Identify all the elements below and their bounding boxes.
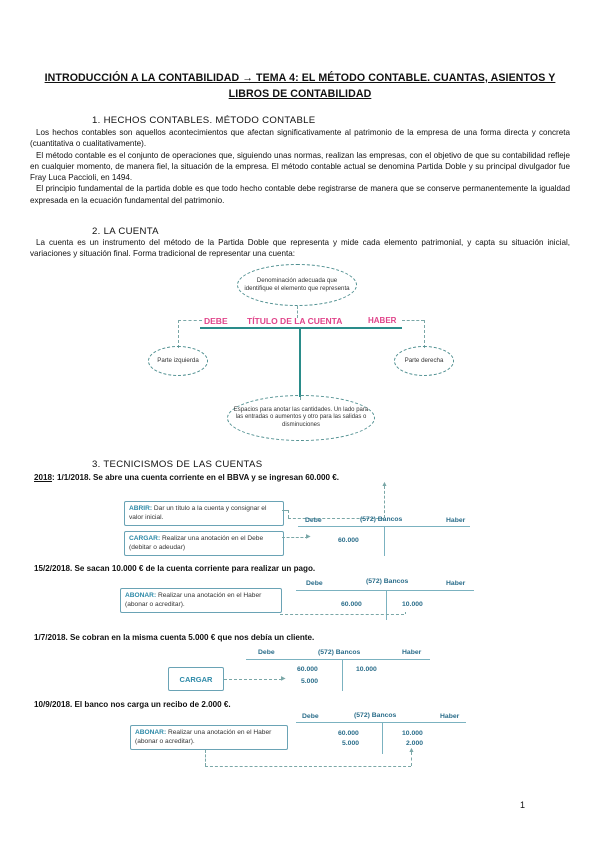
cargar-box: CARGAR: Realizar una anotación en el Debe (debitar o adeudar) (124, 531, 284, 556)
debe-label: DEBE (204, 316, 228, 326)
debe-header: Debe (306, 580, 323, 587)
abrir-box: ABRIR: Dar un título a la cuenta y consignar el valor inicial. (124, 501, 284, 526)
section-1-heading: 1. HECHOS CONTABLES. MÉTODO CONTABLE (92, 115, 316, 126)
connector (402, 320, 424, 321)
connector (178, 320, 202, 321)
section-1-paragraph-2: El método contable es el conjunto de operaciones que, siguiendo unas normas, realizan las empresas, con el objetivo de que su contabilidad refleje en cualquier momento, de manera fiel, la situación de la empresa. El método contable actual se denomina Partida Doble y su principal divulgador fue Fray Luca Paccioli, en 1494. (30, 150, 570, 183)
debe-value: 60.000 (338, 730, 359, 737)
cargar-box: CARGAR (168, 667, 224, 691)
account-t-horizontal (246, 659, 430, 660)
connector (224, 679, 282, 680)
arrow-up-icon: ▲ (381, 481, 388, 488)
connector (205, 766, 411, 767)
connector (205, 750, 206, 766)
connector (282, 537, 308, 538)
haber-header: Haber (440, 713, 460, 720)
operation-2-text: 15/2/2018. Se sacan 10.000 € de la cuenta corriente para realizar un pago. (34, 564, 316, 573)
section-1-paragraph-3: El principio fundamental de la partida doble es que todo hecho contable debe registrarse de manera que se conserve permanentemente la igualdad expresada en la ecuación fundamental del patrimonio. (30, 184, 570, 205)
top-bubble: Denominación adecuada que identifique el elemento que representa (237, 264, 357, 306)
operation-4-text: 10/9/2018. El banco nos carga un recibo de 2.000 €. (34, 700, 231, 709)
haber-header: Haber (446, 580, 466, 587)
left-bubble: Parte izquierda (148, 346, 208, 376)
connector (384, 486, 385, 518)
right-bubble: Parte derecha (394, 346, 454, 376)
debe-value: 5.000 (342, 740, 360, 747)
account-title-label: TÍTULO DE LA CUENTA (247, 316, 343, 326)
debe-value: 60.000 (297, 666, 318, 673)
haber-value: 10.000 (356, 666, 377, 673)
account-t-horizontal (200, 327, 402, 329)
section-2-paragraph: La cuenta es un instrumento del método de la Partida Doble que representa y mide cada elemento patrimonial, y capta su situación inicial, variaciones y situación final. Forma tradicional de representar una cuenta: (30, 238, 570, 259)
haber-header: Haber (446, 517, 466, 524)
operation-1-text: 2018: 1/1/2018. Se abre una cuenta corriente en el BBVA y se ingresan 60.000 €. (34, 473, 340, 482)
haber-value: 2.000 (406, 740, 424, 747)
arrow-right-icon: ▶ (281, 676, 286, 682)
account-t-vertical (386, 590, 387, 620)
abonar-box: ABONAR: Realizar una anotación en el Haber (abonar o acreditar). (120, 588, 282, 613)
debe-value: 5.000 (301, 678, 319, 685)
connector (424, 320, 425, 348)
account-header: (572) Bancos (360, 516, 403, 523)
connector (411, 752, 412, 766)
debe-header: Debe (258, 649, 275, 656)
section-2-heading: 2. LA CUENTA (92, 226, 159, 237)
section-1-paragraph-1: Los hechos contables son aquellos acontecimientos que afectan significativamente al patrimonio de la empresa de una forma directa y concreta (cuantitativa o cualitativamente). (30, 128, 570, 149)
arrow-right-icon: ▶ (306, 534, 311, 540)
account-t-vertical (384, 526, 385, 556)
debe-value: 60.000 (341, 601, 362, 608)
debe-header: Debe (305, 517, 322, 524)
page-title: INTRODUCCIÓN A LA CONTABILIDAD → TEMA 4: EL MÉTODO CONTABLE. CUANTAS, ASIENTOS Y LIBROS DE CONTABILIDAD (44, 72, 556, 100)
section-1-body (30, 127, 570, 206)
page-number: 1 (520, 800, 526, 810)
account-header: (572) Bancos (354, 712, 397, 719)
section-3-heading: 3. TECNICISMOS DE LAS CUENTAS (92, 459, 263, 470)
account-t-vertical (342, 659, 343, 691)
account-t-horizontal (296, 722, 466, 723)
debe-header: Debe (302, 713, 319, 720)
haber-value: 10.000 (402, 601, 423, 608)
account-t-horizontal (296, 590, 474, 591)
connector (405, 612, 406, 614)
connector (280, 614, 404, 615)
haber-header: Haber (402, 649, 422, 656)
account-header: (572) Bancos (318, 649, 361, 656)
account-t-vertical (382, 722, 383, 754)
bottom-bubble: Espacios para anotar las cantidades. Un lado para las entradas o aumentos y otro para las salidas o disminuciones (227, 395, 375, 441)
debe-value: 60.000 (338, 537, 359, 544)
haber-label: HABER (368, 316, 397, 325)
account-header: (572) Bancos (366, 578, 409, 585)
haber-value: 10.000 (402, 730, 423, 737)
abonar-box: ABONAR: Realizar una anotación en el Haber (abonar o acreditar). (130, 725, 288, 750)
account-t-vertical (299, 329, 301, 397)
arrow-up-icon: ▲ (408, 747, 415, 754)
connector (178, 320, 179, 348)
operation-3-text: 1/7/2018. Se cobran en la misma cuenta 5.000 € que nos debía un cliente. (34, 633, 315, 642)
connector (288, 510, 289, 518)
